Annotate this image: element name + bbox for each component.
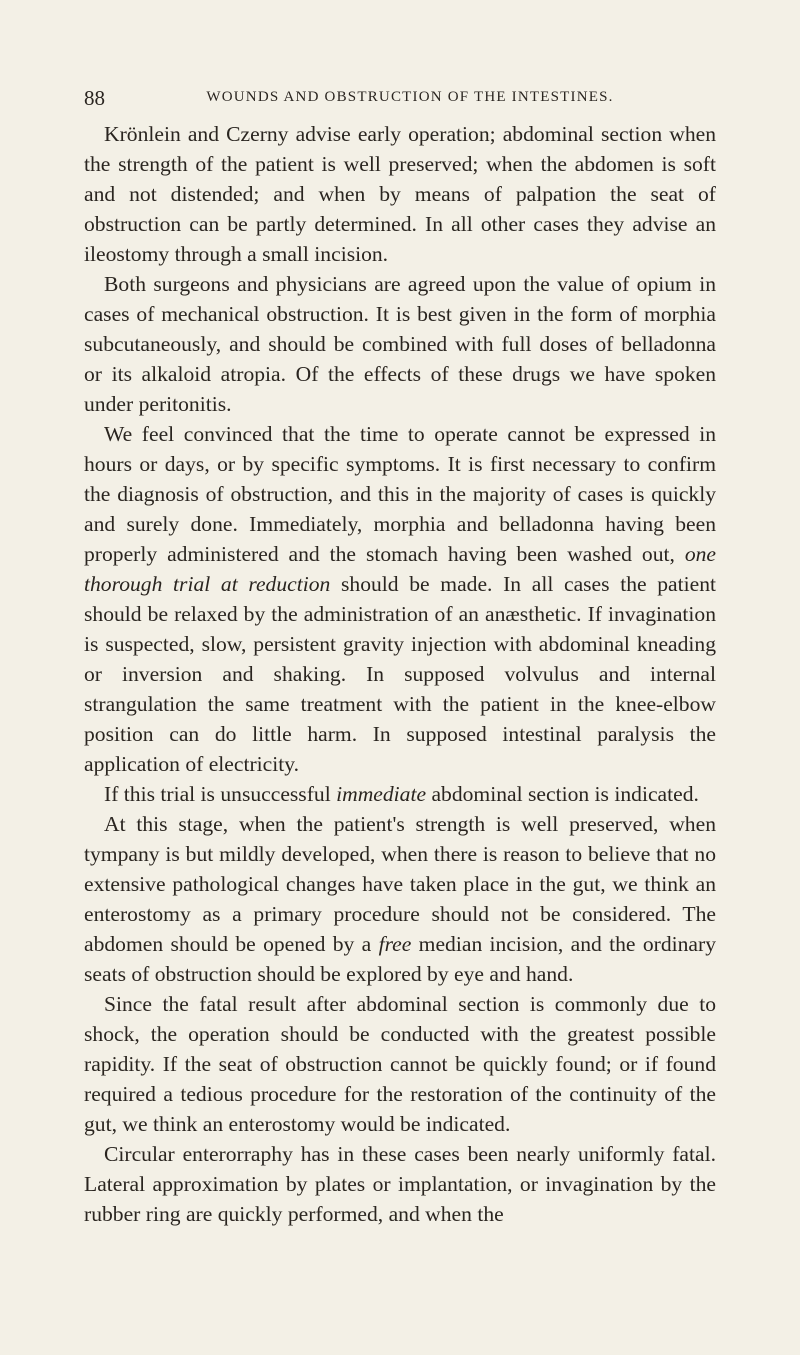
paragraph [84, 269, 716, 419]
paragraph [84, 419, 716, 779]
paragraph [84, 1139, 716, 1229]
paragraph-text: Since the fatal result after abdominal section is commonly due to shock, the operation should be conducted with the greatest possible rapidity. If the seat of obstruction cannot be quickly found; or if found required a tedious procedure for the restoration of the continuity of the gut, we think an enterostomy would be indicated. [84, 992, 716, 1136]
paragraph-text: abdominal section is indicated. [426, 782, 699, 806]
paragraph-text: At this stage, when the patient's strength is well preserved, when tympany is but mildly developed, when there is reason to believe that no extensive pathological changes have taken place in the gut, we think an enterostomy as a primary procedure should not be considered. The abdomen should be opened by a [84, 812, 716, 956]
paragraph [84, 989, 716, 1139]
paragraph [84, 119, 716, 269]
body-text [84, 119, 716, 1229]
paragraph-text: should be made. In all cases the patient should be relaxed by the administration of an anæsthetic. If invagination is suspected, slow, persistent gravity injection with abdominal kneading or inversion and shaking. In supposed volvulus and internal strangulation the same treatment with the patient in the knee-elbow position can do little harm. In supposed intestinal paralysis the application of electricity. [84, 572, 717, 776]
paragraph [84, 809, 716, 989]
paragraph [84, 779, 716, 809]
italic-text: one thorough trial at reduction [84, 542, 716, 596]
paragraph-text: Both surgeons and physicians are agreed upon the value of opium in cases of mechanical obstruction. It is best given in the form of morphia subcutaneously, and should be combined with full doses of belladonna or its alkaloid atropia. Of the effects of these drugs we have spoken under peritonitis. [84, 272, 716, 416]
paragraph-text: We feel convinced that the time to operate cannot be expressed in hours or days, or by specific symptoms. It is first necessary to confirm the diagnosis of obstruction, and this in the majority of cases is quickly and surely done. Immediately, morphia and belladonna having been properly administered and the stomach having been washed out, [84, 422, 716, 566]
paragraph-text: If this trial is unsuccessful [104, 782, 337, 806]
italic-text: free [378, 932, 412, 956]
paragraph-text: median incision, and the ordinary seats of obstruction should be explored by eye and hand. [84, 932, 716, 986]
paragraph-text: Circular enterorraphy has in these cases been nearly uniformly fatal. Lateral approximation by plates or implantation, or invagination by the rubber ring are quickly performed, and when the [84, 1142, 716, 1226]
italic-text: immediate [336, 782, 427, 806]
page-number: 88 [84, 86, 105, 110]
paragraph-text: Krönlein and Czerny advise early operation; abdominal section when the strength of the patient is well preserved; when the abdomen is soft and not distended; and when by means of palpation the seat of obstruction can be partly determined. In all other cases they advise an ileostomy through a small incision. [84, 122, 716, 266]
running-head: WOUNDS AND OBSTRUCTION OF THE INTESTINES. [206, 89, 614, 105]
page-header [84, 86, 716, 114]
